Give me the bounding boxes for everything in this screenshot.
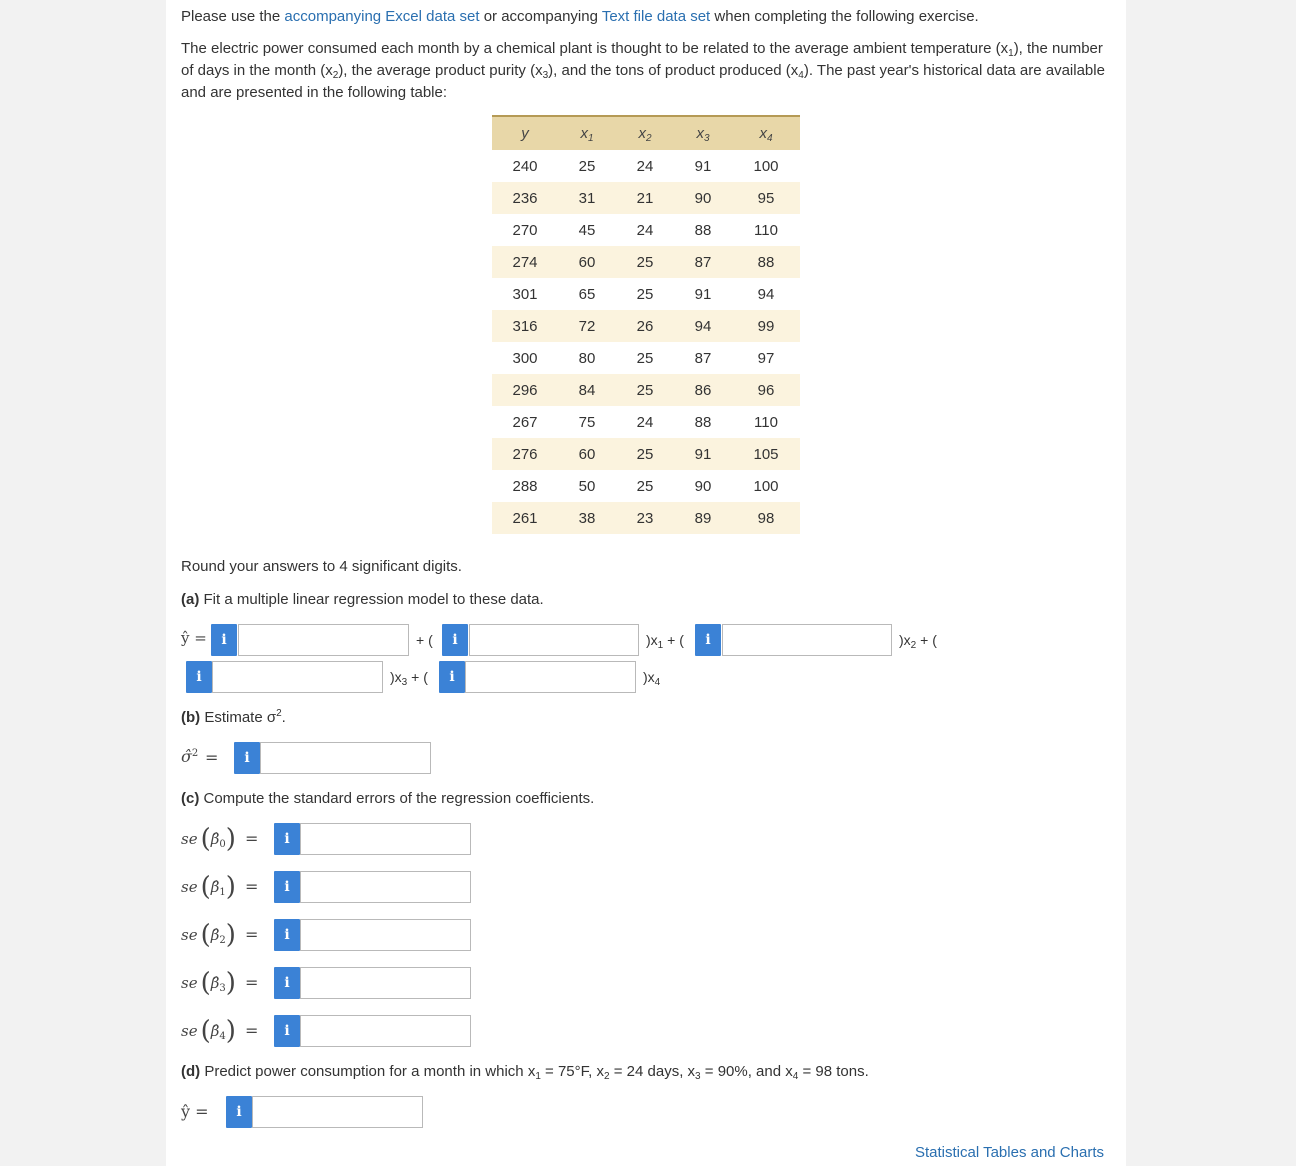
table-row xyxy=(492,214,800,246)
sub-3: 3 xyxy=(542,70,549,81)
info-icon[interactable]: i xyxy=(274,919,300,951)
data-table xyxy=(492,115,800,534)
table-cell: 89 xyxy=(674,502,732,534)
table-cell: 31 xyxy=(558,182,616,214)
info-icon[interactable]: i xyxy=(695,624,721,656)
part-c-heading xyxy=(181,788,594,810)
table-cell: 24 xyxy=(636,157,654,175)
info-icon[interactable]: i xyxy=(442,624,468,656)
table-header-row xyxy=(492,116,800,150)
table-cell: 65 xyxy=(578,285,596,303)
part-b-heading xyxy=(181,707,286,729)
part-c-text: Compute the standard errors of the regression coefficients. xyxy=(199,790,595,807)
header-x4: $x_4$ xyxy=(732,116,800,150)
table-cell: 90 xyxy=(694,477,712,495)
x3-term: )$x_3$ + ( xyxy=(390,669,428,688)
se-beta-4-label: se $(\betâ_4)$ xyxy=(181,1016,236,1046)
yhat-label-a: ŷ = xyxy=(181,629,207,647)
problem-text-4: ), and the tons of product produced (x xyxy=(548,62,799,79)
table-cell: 21 xyxy=(616,182,674,214)
yhat-label-d: ŷ = xyxy=(181,1102,209,1121)
table-cell: 300 xyxy=(512,349,538,367)
text-file-data-link[interactable]: Text file data set xyxy=(601,8,711,25)
se-beta-1-label: se $(\betâ_1)$ xyxy=(181,872,236,902)
se-beta-2-input[interactable] xyxy=(300,919,471,951)
table-row xyxy=(492,278,800,310)
header-x3: $x_3$ xyxy=(674,116,732,150)
part-b-dot: . xyxy=(281,709,286,726)
table-row xyxy=(492,342,800,374)
table-cell: 301 xyxy=(512,285,538,303)
table-cell: 80 xyxy=(578,349,596,367)
part-a-text: Fit a multiple linear regression model to these data. xyxy=(199,591,544,608)
table-cell: 86 xyxy=(674,374,732,406)
table-cell: 88 xyxy=(732,246,800,278)
b2-input[interactable] xyxy=(722,624,892,656)
se-beta-2-label: se $(\betâ_2)$ xyxy=(181,920,236,950)
table-cell: 236 xyxy=(492,182,558,214)
equals-sign: = xyxy=(245,973,259,992)
table-cell: 25 xyxy=(616,246,674,278)
table-cell: 240 xyxy=(512,157,538,175)
table-cell: 38 xyxy=(558,502,616,534)
table-cell: 91 xyxy=(694,157,712,175)
part-c-label: (c) xyxy=(181,790,200,807)
excel-data-link[interactable]: accompanying Excel data set xyxy=(284,8,480,25)
intro-line xyxy=(181,6,979,28)
problem-text-5: ). The past year's historical data are available and are presented in the following table: xyxy=(181,62,1105,101)
equals-sign: = xyxy=(245,925,259,944)
prediction-input[interactable] xyxy=(252,1096,423,1128)
table-cell: 60 xyxy=(558,246,616,278)
sub-4: 4 xyxy=(798,70,804,81)
table-row xyxy=(492,374,800,406)
table-cell: 97 xyxy=(757,349,775,367)
se-beta-3-input[interactable] xyxy=(300,967,471,999)
part-a-heading xyxy=(181,589,544,611)
table-cell: 88 xyxy=(694,221,712,239)
table-row xyxy=(492,438,800,470)
table-cell: 316 xyxy=(492,310,558,342)
table-row xyxy=(492,406,800,438)
table-cell: 25 xyxy=(616,374,674,406)
table-cell: 26 xyxy=(616,310,674,342)
table-cell: 100 xyxy=(753,157,779,175)
table-cell: 288 xyxy=(512,477,538,495)
table-cell: 91 xyxy=(694,285,712,303)
part-b-label: (b) xyxy=(181,709,201,726)
round-note: Round your answers to 4 significant digits. xyxy=(181,558,462,575)
info-icon[interactable]: i xyxy=(274,871,300,903)
header-y: y xyxy=(492,116,558,150)
info-icon[interactable]: i xyxy=(439,661,465,693)
table-cell: 23 xyxy=(616,502,674,534)
part-d-heading: (d) Predict power consumption for a month in which $x_1 = 75^\circ F$, $x_2 = 24$ days, $x_3 = 90\%$, and $x_4 = 98$ tons. xyxy=(181,1063,869,1082)
table-cell: 296 xyxy=(492,374,558,406)
part-d-label: (d) xyxy=(181,1063,201,1080)
header-x2: $x_2$ xyxy=(616,116,674,150)
b4-input[interactable] xyxy=(465,661,636,693)
info-icon[interactable]: i xyxy=(211,624,237,656)
table-cell: 24 xyxy=(636,413,654,431)
table-cell: 105 xyxy=(732,438,800,470)
b1-input[interactable] xyxy=(469,624,639,656)
table-cell: 267 xyxy=(512,413,538,431)
table-cell: 60 xyxy=(558,438,616,470)
table-cell: 100 xyxy=(753,477,779,495)
table-cell: 25 xyxy=(636,349,654,367)
se-beta-1-input[interactable] xyxy=(300,871,471,903)
problem-statement xyxy=(181,38,1111,104)
table-cell: 25 xyxy=(636,477,654,495)
info-icon[interactable]: i xyxy=(234,742,260,774)
info-icon[interactable]: i xyxy=(274,967,300,999)
table-cell: 94 xyxy=(674,310,732,342)
table-cell: 94 xyxy=(757,285,775,303)
se-beta-3-label: se $(\betâ_3)$ xyxy=(181,968,236,998)
table-cell: 84 xyxy=(558,374,616,406)
table-row xyxy=(492,246,800,278)
sub-1: 1 xyxy=(1008,48,1014,59)
table-row xyxy=(492,150,800,182)
table-row xyxy=(492,182,800,214)
table-cell: 274 xyxy=(492,246,558,278)
part-a-label: (a) xyxy=(181,591,200,608)
table-row xyxy=(492,310,800,342)
table-cell: 87 xyxy=(694,349,712,367)
table-cell: 98 xyxy=(732,502,800,534)
table-cell: 95 xyxy=(732,182,800,214)
b0-input[interactable] xyxy=(238,624,409,656)
info-icon[interactable]: i xyxy=(226,1096,252,1128)
intro-suffix: when completing the following exercise. xyxy=(710,8,979,25)
part-b-text: Estimate σ xyxy=(200,709,277,726)
part-b-sup: 2 xyxy=(276,708,282,719)
table-cell: 99 xyxy=(732,310,800,342)
b3-input[interactable] xyxy=(212,661,383,693)
table-cell: 45 xyxy=(578,221,596,239)
x2-term: )$x_2$ + ( xyxy=(899,632,937,651)
table-cell: 91 xyxy=(674,438,732,470)
intro-middle: or accompanying xyxy=(479,8,602,25)
intro-prefix: Please use the xyxy=(181,8,285,25)
equals-sign: = xyxy=(245,829,259,848)
sigma-sq-input[interactable] xyxy=(260,742,431,774)
table-cell: 261 xyxy=(492,502,558,534)
table-cell: 88 xyxy=(694,413,712,431)
table-cell: 90 xyxy=(674,182,732,214)
table-row xyxy=(492,470,800,502)
info-icon[interactable]: i xyxy=(186,661,212,693)
table-cell: 270 xyxy=(512,221,538,239)
table-cell: 72 xyxy=(558,310,616,342)
table-cell: 110 xyxy=(754,221,778,239)
header-x1: $x_1$ xyxy=(558,116,616,150)
table-cell: 50 xyxy=(578,477,596,495)
se-beta-0-label: se $(\betâ_0)$ xyxy=(181,824,236,854)
table-cell: 75 xyxy=(578,413,596,431)
x4-term: )$x_4$ xyxy=(643,669,661,688)
table-cell: 25 xyxy=(636,285,654,303)
se-beta-0-input[interactable] xyxy=(300,823,471,855)
table-cell: 25 xyxy=(578,157,596,175)
table-cell: 87 xyxy=(674,246,732,278)
table-cell: 276 xyxy=(492,438,558,470)
info-icon[interactable]: i xyxy=(274,1015,300,1047)
table-cell: 96 xyxy=(732,374,800,406)
problem-text-1: The electric power consumed each month by a chemical plant is thought to be related to the average ambient temperature (x xyxy=(181,40,1009,57)
plus-open-1: + ( xyxy=(416,632,433,648)
equals-sign: = xyxy=(245,1021,259,1040)
sub-2: 2 xyxy=(332,70,339,81)
table-cell: 25 xyxy=(616,438,674,470)
table-cell: 24 xyxy=(636,221,654,239)
info-icon[interactable]: i xyxy=(274,823,300,855)
table-cell: 110 xyxy=(754,413,778,431)
sigma-hat-label: σ̂$^2$ xyxy=(181,747,199,766)
problem-text-3: ), the average product purity (x xyxy=(338,62,543,79)
equals-sign: = xyxy=(245,877,259,896)
table-row xyxy=(492,502,800,534)
equals-sign: = xyxy=(205,748,219,767)
statistical-tables-link[interactable]: Statistical Tables and Charts xyxy=(915,1144,1104,1161)
se-beta-4-input[interactable] xyxy=(300,1015,471,1047)
problem-text-2: ), the number of days in the month (x xyxy=(181,40,1103,79)
x1-term: )$x_1$ + ( xyxy=(646,632,684,651)
